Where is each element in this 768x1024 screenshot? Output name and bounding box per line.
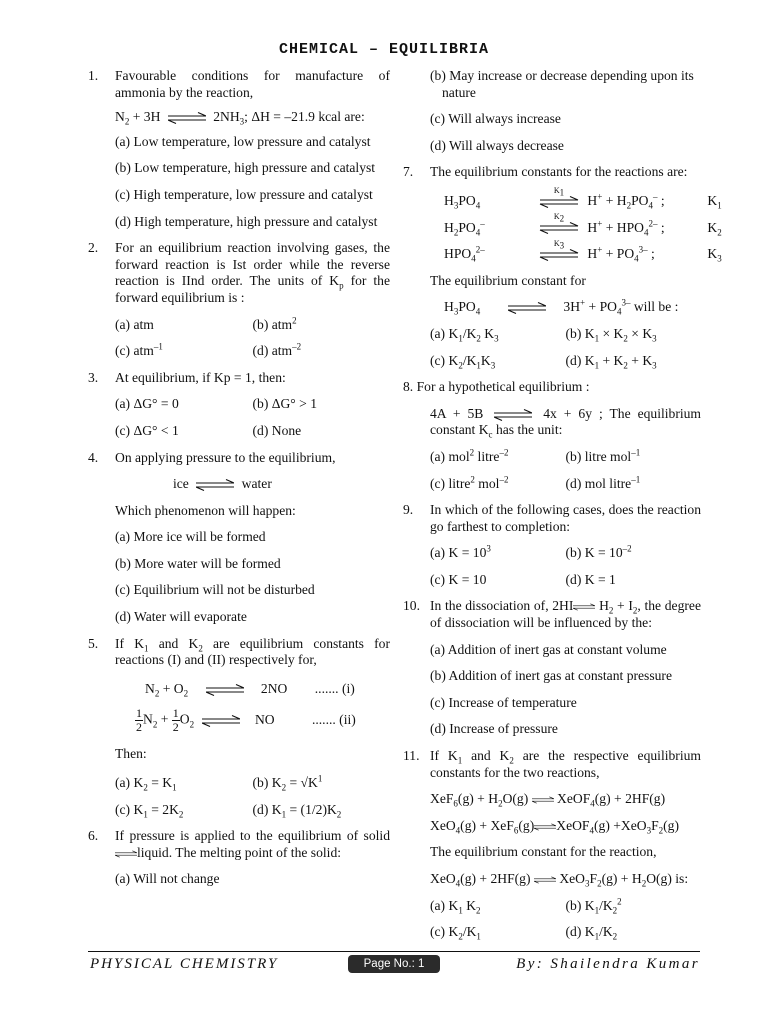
equilibrium-arrow-icon: $K_2$: [538, 222, 580, 234]
equilibrium-arrow-icon: $K_3$: [538, 249, 580, 261]
option-a[interactable]: (a) Will not change: [115, 871, 220, 887]
option-b[interactable]: (b) $K_1 \times K_2 \times K_3$: [565, 325, 657, 344]
option-d[interactable]: (d) Increase of pressure: [430, 721, 558, 737]
equilibrium-arrow-icon: [206, 684, 244, 696]
equilibrium-arrow-icon: [534, 821, 556, 833]
option-b[interactable]: (b) $K_1/K_2^2$: [565, 896, 622, 916]
option-a[interactable]: (a) mol$^2$ litre$^{-2}$: [430, 447, 509, 464]
question-1-equation: $N_2 + 3H$ $2NH_3$; ΔH = –21.9 kcal are:: [115, 109, 365, 127]
option-d[interactable]: (d) $K_1/K_2$: [565, 924, 618, 942]
option-d[interactable]: (d) $K_1 = (1/2)K_2$: [252, 801, 342, 820]
question-5: 5. If $K_1$ and $K_2$ are equilibrium constants for reactions (I) and (II) respectively for, $N_2 + O_2$ 2NO ....... (i) 1 $2N_2$ + 1 $2O_2$ NO ....... (ii) Then: (a) $K_2 = K_1$ (b) $K_2 = √K^1$ (c) $K_1 = 2K_2$ (d) $K_1 = (1/2)K_2$: [88, 635, 390, 820]
footer-subject: PHYSICAL CHEMISTRY: [90, 956, 279, 972]
option-d[interactable]: (d) High temperature, high pressure and catalyst: [115, 213, 378, 229]
option-d[interactable]: (d) mol litre$^{-1}$: [565, 473, 641, 491]
option-b[interactable]: (b) May increase or decrease depending upon its nature: [430, 68, 694, 100]
option-b[interactable]: (b) litre mol$^{-1}$: [565, 447, 641, 464]
footer-author: By: Shailendra Kumar: [516, 956, 700, 972]
equilibrium-arrow-icon: [573, 601, 595, 613]
option-b[interactable]: (b) ΔG° > 1: [252, 396, 318, 412]
option-d[interactable]: (d) $K_1 + K_2 + K_3$: [565, 352, 657, 371]
option-c[interactable]: (c) Will always increase: [430, 111, 561, 127]
question-10: 10. In the dissociation of, 2HI $H_2 + I_2$, the degree of dissociation will be influenced by the: (a) Addition of inert gas at constant volume (b) Addition of inert gas at constant pressure (c) Increase of temperature (d) Increase of pressure: [403, 598, 701, 737]
page-title: CHEMICAL – EQUILIBRIA: [278, 41, 490, 58]
left-column: [88, 68, 390, 888]
option-c[interactable]: (c) $K_2/K_1$: [430, 924, 481, 942]
equilibrium-arrow-icon: $K_1$: [538, 196, 580, 208]
option-a[interactable]: (a) Low temperature, low pressure and catalyst: [115, 133, 371, 149]
option-a[interactable]: (a) ΔG° = 0: [115, 396, 179, 412]
option-c[interactable]: (c) Equilibrium will not be disturbed: [115, 582, 315, 598]
option-a[interactable]: (a) $K_2 = K_1$: [115, 775, 177, 793]
question-1: 1. Favourable conditions for manufacture of ammonia by the reaction, $N_2 + 3H$ $2NH_3$; ΔH = –21.9 kcal are: (a) Low temperature, low pressure and catalyst (b) Low temperature, high pressure and catalyst (c) High temperature, low pressure and catalyst (d) High temperature, high pressure and catalyst: [88, 68, 390, 229]
option-d[interactable]: (d) Water will evaporate: [115, 609, 247, 625]
question-4: 4. On applying pressure to the equilibrium, ice water Which phenomenon will happen: (a) More ice will be formed (b) More water will be formed (c) Equilibrium will not be disturbed (d) Water will evaporate: [88, 450, 390, 626]
question-8: 8. For a hypothetical equilibrium : 4A + 5B 4x + 6y ; The equilibrium constant $K_c$ has the unit: (a) mol$^2$ litre$^{-2}$ (b) litre mol$^{-1}$ (c) litre$^2$ mol$^{-2}$ (d) mol litre$^{-1}$: [403, 379, 701, 491]
option-d[interactable]: (d) K = 1: [565, 571, 616, 587]
option-a[interactable]: (a) $K_1$ $K_2$: [430, 897, 481, 916]
option-d[interactable]: (d) Will always decrease: [430, 137, 564, 153]
footer-divider: [88, 951, 700, 952]
option-a[interactable]: (a) $K = 10^3$: [430, 543, 491, 561]
option-d[interactable]: (d) None: [252, 422, 302, 438]
option-a[interactable]: (a) atm: [115, 316, 154, 332]
equilibrium-arrow-icon: [202, 715, 240, 727]
question-7: 7. The equilibrium constants for the reactions are: $H_3PO_4$ $K_1$ $H^+ + H_2PO_4^-$ ; $K_1$ $H_2PO_4^-$ $K_2$ $H^+ + HPO_4^{2-}$ ; $K_2$ $HPO_4^{2-}$ $K_3$ $H^+ + PO_4^{3-}$ ; $K_3$ The equilibrium constant for $H_3PO_4$ $3H^+ + PO_4^{3-}$ will be : (a) $K_1/K_2$ $K_3$ (b) $K_1 \times K_2 \times K_3$ (c) $K_2/K_1K_3$ (d) $K_1 + K_2 + K_3$: [403, 164, 722, 371]
option-b[interactable]: (b) Low temperature, high pressure and catalyst: [115, 160, 376, 176]
option-c[interactable]: (c) Increase of temperature: [430, 694, 577, 710]
question-1-text: Favourable conditions for manufacture of ammonia by the reaction,: [115, 68, 390, 100]
option-b[interactable]: (b) $K_2 = √K^1$: [252, 773, 323, 793]
equilibrium-arrow-icon: [196, 479, 234, 491]
question-2: 2. For an equilibrium reaction involving gases, the forward reaction is Ist order while the reverse reaction is IInd order. The units of $K_p$ for the forward equilibrium is : (a) atm (b) atm$^2$ (c) atm$^{-1}$ (d) atm$^{-2}$: [88, 240, 390, 359]
option-b[interactable]: (b) $K = 10^{-2}$: [565, 543, 632, 561]
right-column: [403, 68, 722, 942]
question-3: 3. At equilibrium, if Kp = 1, then: (a) ΔG° = 0 (b) ΔG° > 1 (c) ΔG° < 1 (d) None: [88, 370, 390, 440]
option-b[interactable]: (b) More water will be formed: [115, 555, 281, 571]
option-c[interactable]: (c) ΔG° < 1: [115, 422, 179, 438]
equilibrium-arrow-icon: [508, 302, 546, 314]
question-11: 11. If $K_1$ and $K_2$ are the respective equilibrium constants for the two reactions, $XeF_6(g) + H_2O(g)$ XeOF$_4$(g) + 2HF(g) XeO$_4$(g) + XeF$_6$(g) XeOF$_4$(g) $+XeO_3F_2(g)$ The equilibrium constant for the reaction, XeO$_4$(g) + 2HF(g) $XeO_3F_2(g) + H_2O(g)$ is: (a) $K_1$ $K_2$ (b) $K_1/K_2^2$ (c) $K_2/K_1$ (d) $K_1/K_2$: [403, 748, 701, 942]
equilibrium-arrow-icon: [534, 874, 556, 886]
option-b[interactable]: (b) atm$^2$: [252, 315, 297, 332]
equilibrium-arrow-icon: [532, 794, 554, 806]
equilibrium-arrow-icon: [168, 112, 206, 124]
option-b[interactable]: (b) Addition of inert gas at constant pressure: [430, 668, 672, 684]
page-number-badge: Page No.: 1: [348, 955, 440, 973]
question-9: 9. In which of the following cases, does the reaction go farthest to completion: (a) $K = 10^3$ (b) $K = 10^{-2}$ (c) K = 10 (d) K = 1: [403, 502, 701, 587]
option-c[interactable]: (c) litre$^2$ mol$^{-2}$: [430, 473, 509, 491]
equilibrium-arrow-icon: [494, 409, 532, 421]
option-a[interactable]: (a) More ice will be formed: [115, 529, 266, 545]
option-c[interactable]: (c) High temperature, low pressure and catalyst: [115, 186, 373, 202]
question-6: 6. If pressure is applied to the equilibrium of solid liquid. The melting point of the solid: (a) Will not change: [88, 828, 390, 887]
option-a[interactable]: (a) Addition of inert gas at constant volume: [430, 641, 667, 657]
equilibrium-arrow-icon: [115, 848, 137, 860]
option-c[interactable]: (c) K = 10: [430, 571, 487, 587]
option-c[interactable]: (c) $K_2/K_1K_3$: [430, 352, 496, 371]
option-c[interactable]: (c) atm$^{-1}$: [115, 341, 163, 359]
option-a[interactable]: (a) $K_1/K_2$ $K_3$: [430, 325, 499, 344]
option-c[interactable]: (c) $K_1 = 2K_2$: [115, 801, 184, 820]
option-d[interactable]: (d) atm$^{-2}$: [252, 341, 302, 359]
